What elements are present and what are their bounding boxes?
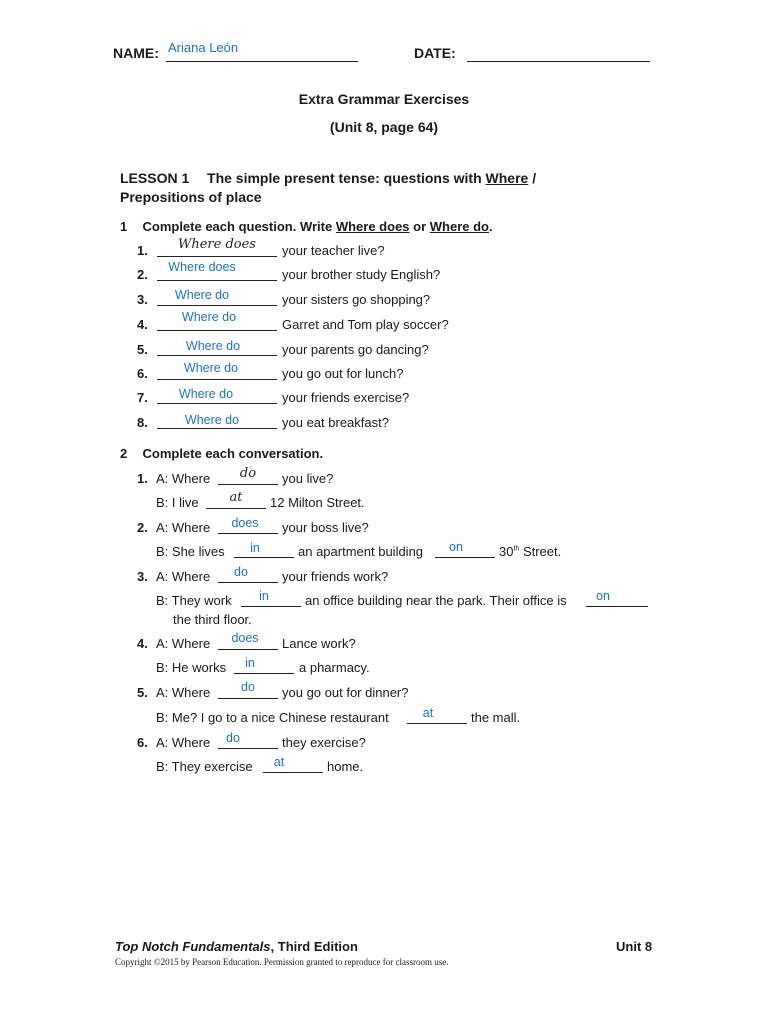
lesson-heading (120, 170, 536, 186)
line-b-continuation: the third floor. (173, 612, 252, 627)
footer-copyright: Copyright ©2015 by Pearson Education. Permission granted to reproduce for classroom use. (115, 957, 449, 967)
answer-text[interactable]: Where do (183, 361, 239, 375)
question-text: your parents go dancing? (282, 342, 429, 357)
line-a-text: A: Where (156, 520, 211, 535)
answer-line (435, 557, 495, 558)
line-a-text: A: Where (156, 685, 211, 700)
line-a-end: Lance work? (282, 636, 356, 651)
lesson-label: LESSON 1 (120, 170, 190, 186)
question-text: your teacher live? (282, 243, 385, 258)
exercise1-number: 1 (120, 219, 128, 234)
conversation-number: 5. (137, 685, 148, 700)
answer-text[interactable]: Where do (185, 339, 241, 353)
question-text: you eat breakfast? (282, 415, 389, 430)
answer-text[interactable]: in (245, 656, 255, 670)
answer-line (218, 748, 278, 749)
exercise1-instr-end: . (489, 219, 493, 234)
exercise1-option-where-does: Where does (335, 219, 410, 234)
lesson-title-slash: / (528, 170, 537, 186)
answer-line (157, 330, 277, 331)
answer-text[interactable]: does (231, 516, 259, 530)
answer-line (157, 280, 277, 281)
answer-text[interactable]: Where do (178, 387, 234, 401)
book-title: Top Notch Fundamentals (115, 939, 271, 954)
line-b-text: B: He works (156, 660, 227, 675)
answer-line (407, 723, 467, 724)
exercise1-instr-or: or (409, 219, 430, 234)
page-title: Extra Grammar Exercises (298, 91, 470, 107)
exercise2-instr-text: Complete each conversation. (142, 446, 324, 461)
answer-text[interactable]: Where do (184, 413, 240, 427)
answer-line (241, 606, 301, 607)
date-label: DATE: (414, 45, 456, 61)
line-a-text: A: Where (156, 569, 211, 584)
line-a-text: A: Where (156, 735, 211, 750)
answer-line (218, 582, 278, 583)
answer-text[interactable]: at (422, 706, 434, 720)
line-b-text: B: I live (156, 495, 199, 510)
lesson-title: The simple present tense: questions with (207, 170, 486, 186)
lesson-title-line2: Prepositions of place (120, 189, 262, 205)
conversation-number: 4. (137, 636, 148, 651)
conversation-number: 2. (137, 520, 148, 535)
answer-line (157, 403, 277, 404)
item-number: 2. (137, 267, 148, 282)
conversation-number: 6. (137, 735, 148, 750)
footer-unit: Unit 8 (616, 939, 653, 954)
line-b-end: home. (327, 759, 364, 774)
answer-line (218, 533, 278, 534)
item-number: 5. (137, 342, 148, 357)
date-line (467, 61, 650, 62)
answer-text[interactable]: do (239, 466, 257, 481)
street-text: Street. (522, 544, 562, 559)
line-b-text: B: Me? I go to a nice Chinese restaurant (156, 710, 389, 725)
lesson-title-where: Where (485, 170, 529, 186)
answer-text[interactable]: do (234, 565, 248, 579)
answer-text[interactable]: in (250, 541, 260, 555)
line-b-text: B: They work (156, 593, 232, 608)
line-b-end: 12 Milton Street. (270, 495, 365, 510)
answer-line (218, 698, 278, 699)
item-number: 8. (137, 415, 148, 430)
question-text: your friends exercise? (282, 390, 410, 405)
line-a-end: they exercise? (282, 735, 366, 750)
line-a-text: A: Where (156, 636, 211, 651)
answer-line (586, 606, 648, 607)
answer-line (206, 508, 266, 509)
street-number-suffix: th (513, 545, 520, 553)
question-text: your brother study English? (282, 267, 441, 282)
answer-line (157, 305, 277, 306)
line-b-text: B: She lives (156, 544, 225, 559)
line-a-end: you go out for dinner? (282, 685, 409, 700)
exercise1-instr-text: Complete each question. Write (142, 219, 336, 234)
line-b-middle: an apartment building (298, 544, 424, 559)
exercise2-instruction (120, 446, 323, 461)
answer-text[interactable]: Where does (168, 260, 236, 274)
answer-line (157, 355, 277, 356)
line-a-end: you live? (282, 471, 334, 486)
line-b-text: B: They exercise (156, 759, 253, 774)
line-b-end: a pharmacy. (299, 660, 370, 675)
answer-text[interactable]: Where do (174, 288, 230, 302)
question-text: you go out for lunch? (282, 366, 404, 381)
answer-line (157, 428, 277, 429)
footer-book-title (115, 939, 358, 954)
exercise1-instruction (120, 219, 493, 234)
conversation-number: 3. (137, 569, 148, 584)
answer-text[interactable]: on (596, 589, 610, 603)
answer-text[interactable]: on (449, 540, 463, 554)
line-a-text: A: Where (156, 471, 211, 486)
question-text: Garret and Tom play soccer? (282, 317, 449, 332)
answer-line (263, 772, 323, 773)
answer-line (234, 557, 294, 558)
answer-text[interactable]: in (259, 589, 269, 603)
line-a-end: your friends work? (282, 569, 389, 584)
item-number: 4. (137, 317, 148, 332)
exercise2-number: 2 (120, 446, 128, 461)
answer-text[interactable]: do (226, 731, 240, 745)
line-b-end (499, 544, 561, 559)
name-line (166, 61, 358, 62)
answer-text[interactable]: Where does (178, 237, 256, 252)
exercise1-option-where-do: Where do (429, 219, 489, 234)
item-number: 3. (137, 292, 148, 307)
line-b-middle: an office building near the park. Their office is (305, 593, 567, 608)
conversation-number: 1. (137, 471, 148, 486)
answer-text[interactable]: at (273, 755, 285, 769)
answer-text[interactable]: does (231, 631, 259, 645)
item-number: 6. (137, 366, 148, 381)
name-label: NAME: (113, 45, 159, 61)
street-number: 30 (499, 544, 514, 559)
item-number: 1. (137, 243, 148, 258)
answer-line (157, 256, 277, 257)
answer-line (218, 649, 278, 650)
answer-text[interactable]: at (229, 490, 243, 505)
question-text: your sisters go shopping? (282, 292, 431, 307)
book-edition: , Third Edition (270, 939, 358, 954)
answer-text[interactable]: do (241, 680, 255, 694)
answer-text[interactable]: Where do (181, 310, 237, 324)
answer-line (157, 379, 277, 380)
answer-line (234, 673, 294, 674)
answer-line (218, 484, 278, 485)
line-b-end: the mall. (471, 710, 521, 725)
item-number: 7. (137, 390, 148, 405)
line-a-end: your boss live? (282, 520, 369, 535)
page-subtitle: (Unit 8, page 64) (329, 119, 439, 135)
name-value[interactable]: Ariana León (168, 40, 239, 55)
